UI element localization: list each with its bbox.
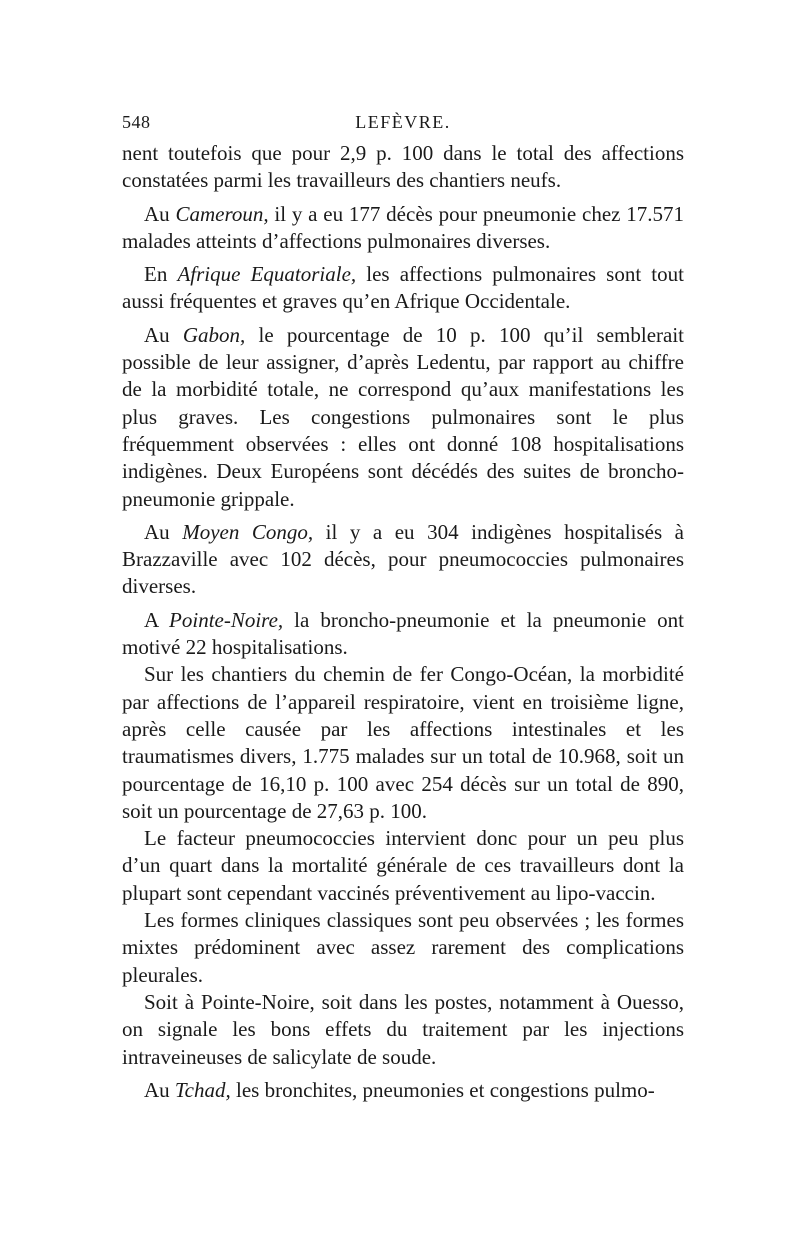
paragraph-text: nent toutefois que pour 2,9 p. 100 dans le total des affections constatées parmi les travailleurs des chantiers neufs. [122, 141, 684, 193]
paragraph-text: Au [144, 201, 176, 226]
paragraph-gabon [122, 322, 684, 513]
paragraph-text: les bronchites, pneumonies et congestions pulmo- [230, 1077, 655, 1102]
paragraph-text: Au [144, 1077, 175, 1102]
paragraph-text: Au [144, 322, 183, 347]
paragraph-continuation [122, 140, 684, 195]
paragraph-text: il y a eu 177 décès pour pneumonie chez 17.571 malades atteints d’affections pulmonaires diverses. [122, 201, 684, 253]
paragraph-moyen-congo [122, 519, 684, 601]
paragraph-text: En [144, 262, 178, 287]
paragraph-text: la broncho-pneumonie et la pneumonie ont motivé 22 hospitalisations. [122, 607, 684, 660]
running-head [122, 112, 684, 140]
paragraph-traitement [122, 989, 684, 1071]
paragraph-text: il y a eu 304 indigènes hospitalisés à Brazzaville avec 102 décès, pour pneumococcies pulmonaires diverses. [122, 519, 684, 599]
paragraph-tchad [122, 1077, 684, 1104]
place-name-pointe-noire: Pointe-Noire, [169, 607, 284, 632]
paragraph-text: Sur les chantiers du chemin de fer Congo-Océan, la morbidité par affections de l’appareil respiratoire, vient en troisième ligne, après celle causée par les affections intestinales et les traumatismes divers, 1.775 malades sur un total de 10.968, soit un pourcentage de 16,10 p. 100 avec 254 décès sur un total de 890, soit un pourcentage de 27,63 p. 100. [122, 662, 684, 823]
paragraph-pointe-noire [122, 607, 684, 662]
place-name-gabon: Gabon, [182, 322, 246, 347]
paragraph-afrique-equatoriale [122, 261, 684, 316]
paragraph-text: Le facteur pneumococcies intervient donc pour un peu plus d’un quart dans la mortalité générale de ces travailleurs dont la plupart sont cependant vaccinés préventivement au lipo-vaccin. [122, 826, 684, 905]
paragraph-facteur [122, 825, 684, 907]
document-page [122, 112, 684, 1110]
paragraph-text: Les formes cliniques classiques sont peu observées ; les formes mixtes prédominent avec assez rarement des complications pleurales. [122, 908, 684, 987]
paragraph-formes-cliniques [122, 907, 684, 989]
paragraph-text: A [144, 607, 170, 632]
paragraph-text: Soit à Pointe-Noire, soit dans les postes, notamment à Ouesso, on signale les bons effets du traitement par les injections intraveineuses de salicylate de soude. [122, 989, 684, 1069]
body-text [122, 140, 684, 1104]
place-name-cameroun: Cameroun, [175, 201, 269, 226]
paragraph-text: le pourcentage de 10 p. 100 qu’il semblerait possible de leur assigner, d’après Ledentu, par rapport au chiffre de la morbidité totale, ne correspond qu’aux manifestations les plus graves. Les congestions pulmonaires sont le plus fréquemment observées : elles ont donné 108 hospitalisations indigènes. Deux Européens sont décédés des suites de broncho-pneumonie grippale. [122, 322, 684, 511]
paragraph-cameroun [122, 201, 684, 256]
paragraph-congo-ocean [122, 661, 684, 825]
running-title: LEFÈVRE. [355, 112, 451, 132]
paragraph-text: les affections pulmonaires sont tout aussi fréquentes et graves qu’en Afrique Occidentale. [122, 262, 684, 314]
place-name-moyen-congo: Moyen Congo, [182, 519, 314, 544]
page-number: 548 [122, 112, 151, 132]
paragraph-text: Au [144, 519, 183, 544]
place-name-tchad: Tchad, [174, 1077, 231, 1102]
place-name-afrique-equatoriale: Afrique Equatoriale, [177, 262, 357, 287]
